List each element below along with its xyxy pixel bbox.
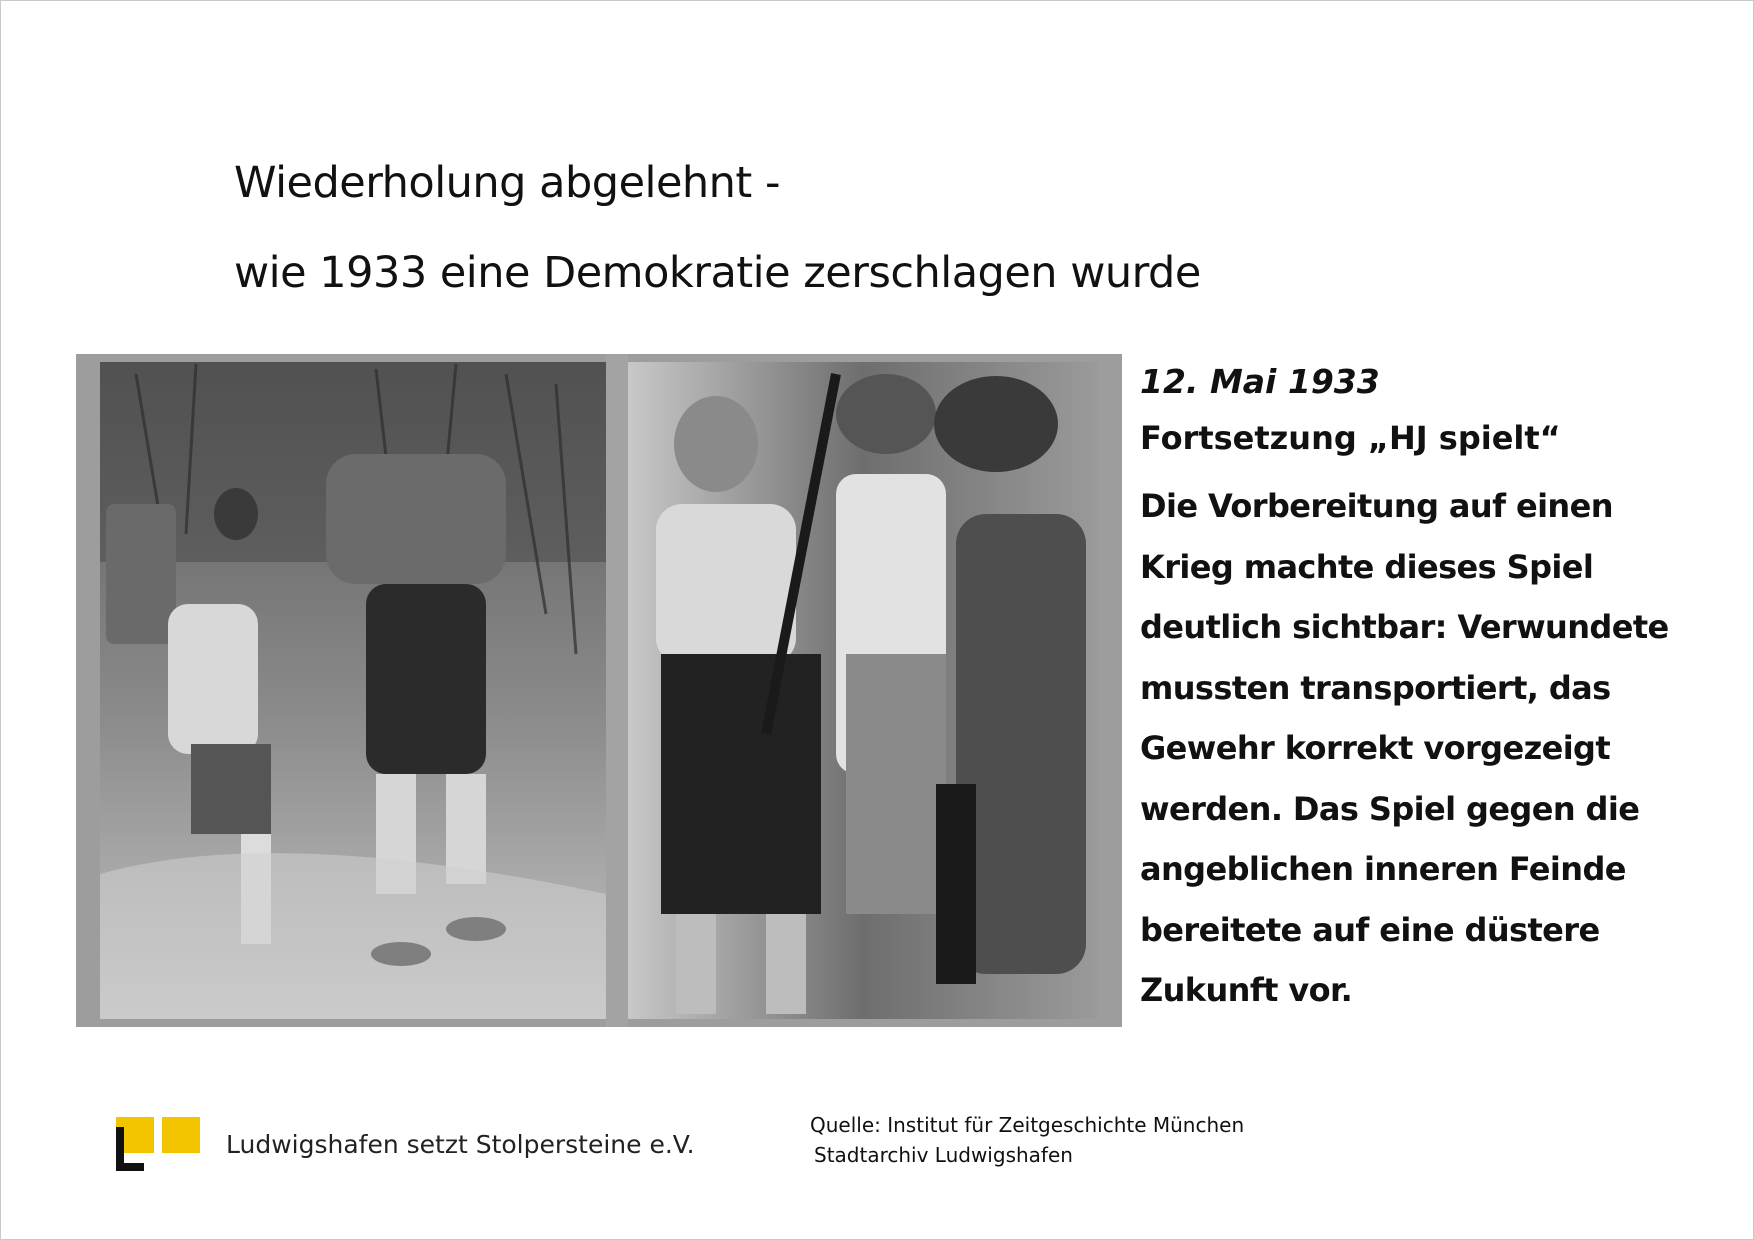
caption-line: Zukunft vor. <box>1140 971 1353 1009</box>
photo-image <box>76 354 1122 1027</box>
organization-name: Ludwigshafen setzt Stolpersteine e.V. <box>226 1130 695 1159</box>
slide-title-line-1: Wiederholung abgelehnt - <box>234 158 780 208</box>
caption-line: angeblichen inneren Feinde <box>1140 850 1626 888</box>
source-line-1: Quelle: Institut für Zeitgeschichte München <box>810 1113 1245 1137</box>
caption-line: bereitete auf eine düstere <box>1140 910 1600 949</box>
caption-line: Die Vorbereitung auf einen <box>1140 487 1613 525</box>
caption-line: werden. Das Spiel gegen die <box>1140 789 1640 828</box>
slide-title-line-2: wie 1933 eine Demokratie zerschlagen wurde <box>234 248 1201 298</box>
caption-line: Gewehr korrekt vorgezeigt <box>1140 729 1611 767</box>
source-line-2: Stadtarchiv Ludwigshafen <box>814 1143 1073 1167</box>
source-credit <box>810 1110 1244 1170</box>
historical-photograph <box>76 354 1122 1027</box>
caption-line: Krieg machte dieses Spiel <box>1140 547 1594 586</box>
caption-line: mussten transportiert, das <box>1140 668 1611 707</box>
stolpersteine-logo-icon <box>116 1117 206 1171</box>
caption-date: 12. Mai 1933 <box>1140 362 1380 401</box>
photo-caption <box>1140 358 1740 1021</box>
caption-subheading: Fortsetzung „HJ spielt“ <box>1140 419 1561 457</box>
caption-line: deutlich sichtbar: Verwundete <box>1140 608 1669 646</box>
